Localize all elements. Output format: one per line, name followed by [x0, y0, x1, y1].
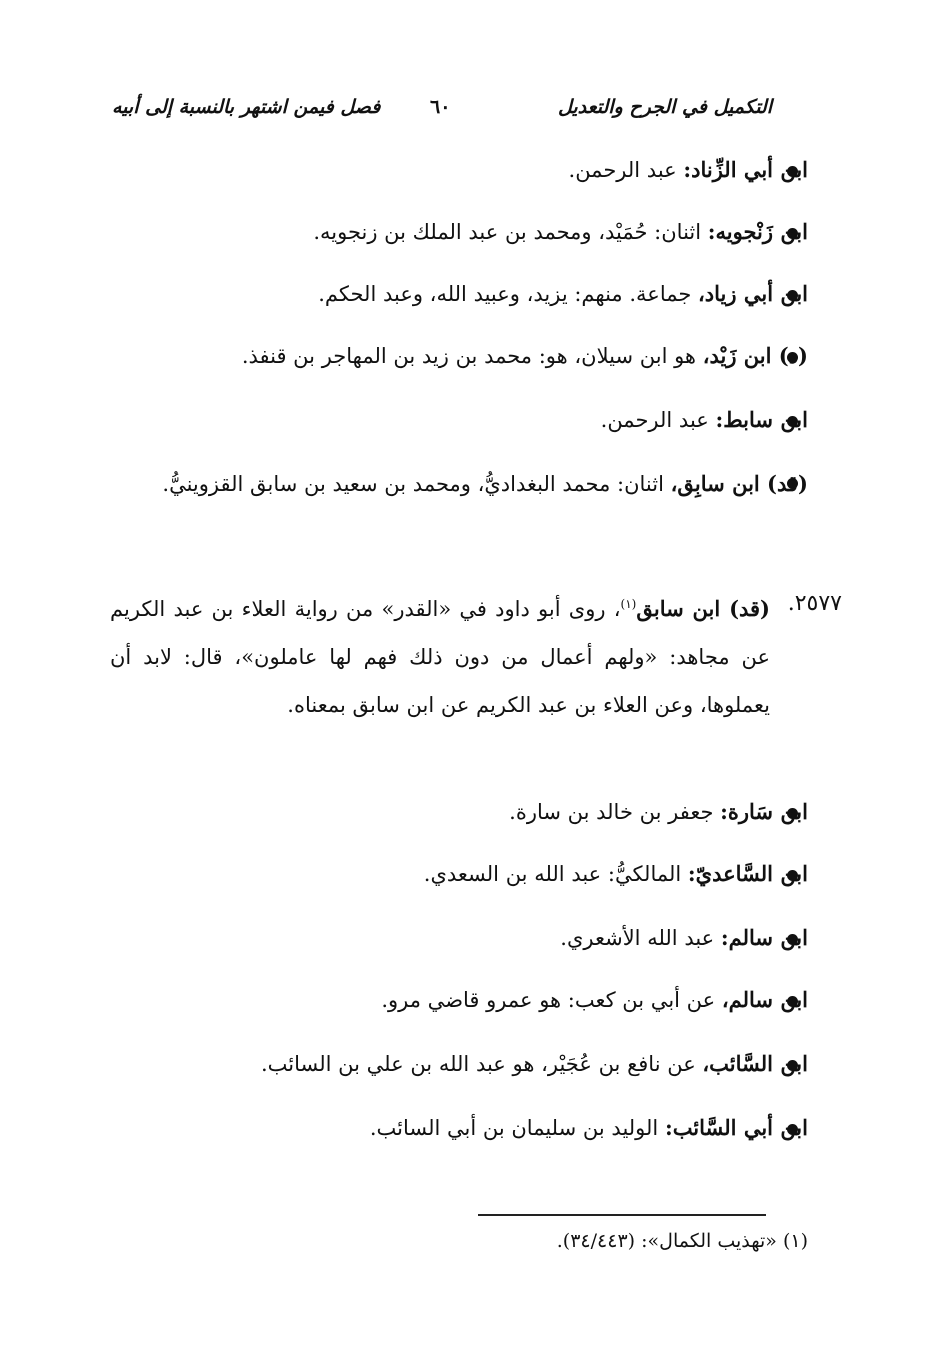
- list-item: [148, 155, 808, 185]
- list-item: [148, 341, 808, 371]
- numbered-entry: [110, 580, 842, 729]
- entry-text: الوليد بن سليمان بن أبي السائب.: [369, 1116, 665, 1140]
- list-item: [148, 985, 808, 1015]
- list-item: [148, 859, 808, 889]
- entry-text: ، روى أبو داود في «القدر» من رواية العلاء بن عبد الكريم عن مجاهد: «ولهم أعمال من دون ذلك فهم لها عاملون»، قال: لابد أن يعملوها، وعن العلاء بن عبد الكريم عن ابن سابق بمعناه.: [110, 597, 770, 717]
- section-title: فصل فيمن اشتهر بالنسبة إلى أبيه: [112, 96, 381, 118]
- book-title: التكميل في الجرح والتعديل: [557, 96, 772, 118]
- entry-name: ابن السَّاعديّ:: [687, 861, 808, 886]
- entry-name: ابن سَارة:: [720, 799, 808, 824]
- list-item: [148, 217, 808, 247]
- entry-name: ابن أبي السَّائب:: [664, 1115, 808, 1140]
- entry-name: ابن سابط:: [715, 407, 808, 432]
- list-item: [148, 1113, 808, 1143]
- entry-text: اثنان: محمد البغداديُّ، ومحمد بن سعيد بن سابق القزوينيُّ.: [162, 472, 671, 496]
- entry-name: ابن أبي زياد،: [698, 281, 808, 306]
- entry-text: هو ابن سيلان، هو: محمد بن زيد بن المهاجر بن قنفذ.: [241, 344, 703, 368]
- list-item: [148, 1049, 808, 1079]
- footnote-mark: (١): [620, 597, 637, 611]
- entry-name: (قد) ابن سابق: [636, 596, 770, 621]
- entry-name: ابن السَّائب،: [702, 1051, 808, 1076]
- entry-number: ٢٥٧٧.: [787, 591, 842, 616]
- list-item: [148, 279, 808, 309]
- list-item: [148, 797, 808, 827]
- list-item: [148, 458, 808, 510]
- entry-name: ابن سالم:: [720, 925, 808, 950]
- footnote-divider: [478, 1214, 766, 1216]
- entry-text: عن أبي بن كعب: هو عمرو قاضي مرو.: [381, 988, 722, 1012]
- entry-text: المالكيُّ: عبد الله بن السعدي.: [423, 862, 688, 886]
- entry-name: ابن زَنْجويه:: [707, 219, 808, 244]
- entry-name: ابن أبي الزِّناد:: [683, 157, 808, 182]
- footnote: (١) «تهذيب الكمال»: (٣٤/٤٤٣).: [556, 1230, 808, 1252]
- entry-text: جماعة. منهم: يزيد، وعبيد الله، وعبد الحكم.: [318, 282, 699, 306]
- page-number: ٦٠: [430, 96, 451, 118]
- entry-text: عن نافع بن عُجَيْر، هو عبد الله بن علي بن السائب.: [260, 1052, 703, 1076]
- entry-text: عبد الله الأشعري.: [560, 926, 721, 950]
- list-item: [148, 923, 808, 953]
- entry-text: جعفر بن خالد بن سارة.: [509, 800, 721, 824]
- entry-text: اثنان: حُمَيْد، ومحمد بن عبد الملك بن زنجويه.: [313, 220, 708, 244]
- entry-name: (د) ابن زَيْد،: [702, 343, 808, 368]
- list-item: [148, 405, 808, 435]
- entry-name: (قد) ابن سابِق،: [670, 471, 808, 496]
- running-header: [112, 92, 772, 126]
- entry-name: ابن سالم،: [721, 987, 808, 1012]
- entry-text: عبد الرحمن.: [600, 408, 716, 432]
- entry-text: عبد الرحمن.: [568, 158, 684, 182]
